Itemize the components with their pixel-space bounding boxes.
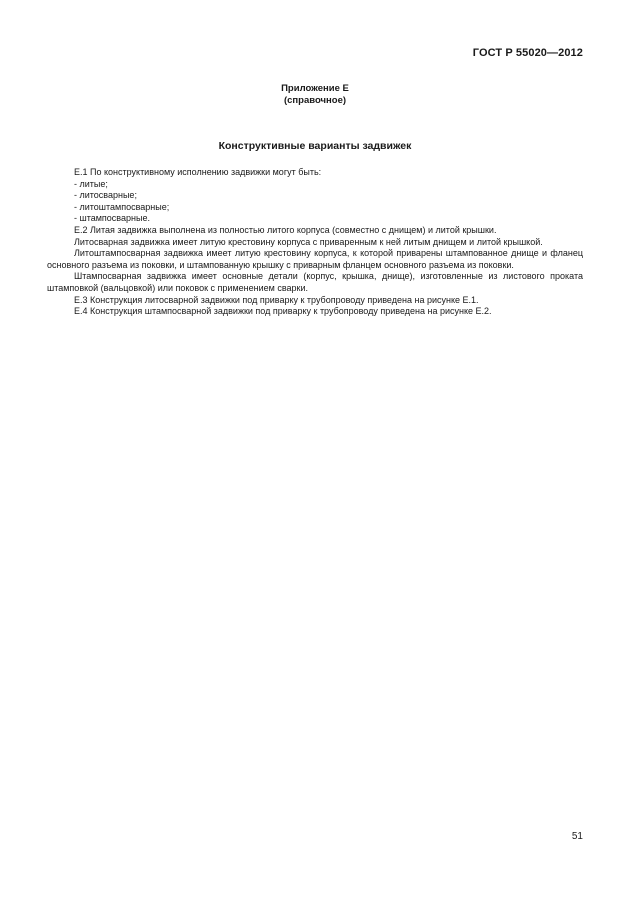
paragraph-cast-welded: Литосварная задвижка имеет литую крестовину корпуса с приваренным к ней литым днищем и литой крышкой. xyxy=(74,236,543,247)
section-title: Конструктивные варианты задвижек xyxy=(218,140,412,152)
appendix-title: Приложение Е xyxy=(281,83,349,94)
list-item: - штампосварные. xyxy=(74,213,150,224)
paragraph-stamp-welded: Штампосварная задвижка имеет основные детали (корпус, крышка, днище), изготовленные из листового проката штамповкой (вальцовкой) или поковок с применением сварки. xyxy=(47,271,583,293)
list-item: - литые; xyxy=(74,178,108,189)
paragraph-e3: Е.3 Конструкция литосварной задвижки под приварку к трубопроводу приведена на рисунке Е.1. xyxy=(74,294,479,305)
paragraph-e4: Е.4 Конструкция штампосварной задвижки под приварку к трубопроводу приведена на рисунке Е.2. xyxy=(74,306,492,317)
paragraph-cast-stamp-welded: Литоштампосварная задвижка имеет литую крестовину корпуса, к которой приварены штампованное днище и фланец основного разъема из поковки, и штампованную крышку с приварным фланцем основного разъема из поковки. xyxy=(47,248,583,270)
document-code: ГОСТ Р 55020—2012 xyxy=(472,47,583,59)
appendix-subtitle: (справочное) xyxy=(283,95,347,106)
list-item: - литосварные; xyxy=(74,190,137,201)
page-number: 51 xyxy=(571,831,583,842)
appendix-heading xyxy=(0,83,630,107)
paragraph-e1: Е.1 По конструктивному исполнению задвижки могут быть: xyxy=(74,167,322,177)
list-item: - литоштампосварные; xyxy=(74,201,170,212)
body-text xyxy=(47,167,583,318)
paragraph-e2: Е.2 Литая задвижка выполнена из полностью литого корпуса (совместно с днищем) и литой крышки. xyxy=(74,224,497,235)
